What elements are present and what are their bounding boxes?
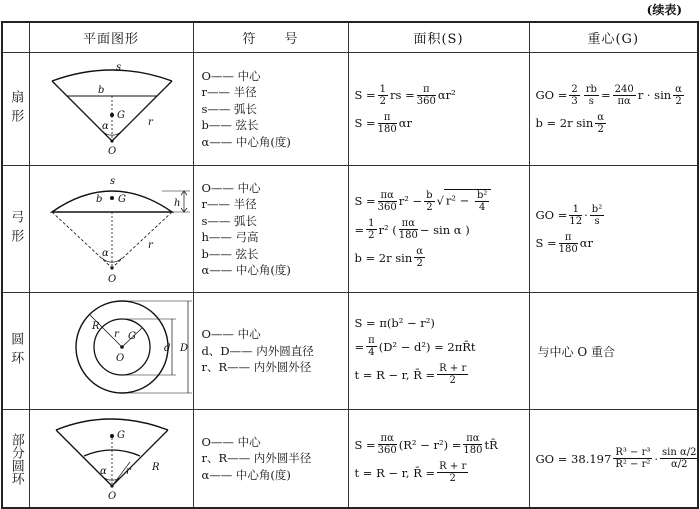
- label-r: r: [125, 466, 131, 477]
- area-formula: S = $\frac{1}{2}$ rs = $\frac{\pi}{360}$ αr² S = $\frac{\pi}{180}$ αr: [348, 53, 529, 166]
- label-G: G: [127, 331, 136, 342]
- ring-figure: [29, 293, 193, 410]
- label-D: D: [179, 343, 188, 354]
- table-row: [2, 166, 698, 293]
- row-title: 圆环: [2, 293, 29, 410]
- symbol-list: O—— 中心 d、D—— 内外圆直径 r、R—— 内外圆外径: [193, 293, 348, 410]
- label-G: G: [116, 430, 125, 441]
- row-title: 部分圆环: [2, 410, 29, 509]
- header-shape: 平面图形: [29, 22, 193, 53]
- header-symbol: 符 号: [193, 22, 348, 53]
- symbol-list: O—— 中心 r—— 半径 s—— 弧长 h—— 弓高 b—— 弦长 α—— 中心角(度): [193, 166, 348, 293]
- formula-table: [1, 21, 699, 509]
- label-O: O: [107, 491, 116, 502]
- area-formula: S = $\frac{\pi\alpha}{360}$ r² − $\frac{b}{2}$ √ r² − $\frac{\text{b²}}{4}$ = $\frac{1}{2}$ r² ( $\frac{\pi\alpha}{180}$ − sin α ) b = 2r sin $\frac{\alpha}{2}$: [348, 166, 529, 293]
- table-row: [2, 410, 698, 509]
- label-G: G: [116, 110, 125, 121]
- segment-figure: [29, 166, 193, 293]
- header-area: 面积(S): [348, 22, 529, 53]
- label-R: R: [151, 462, 160, 473]
- header-centroid: 重心(G): [529, 22, 698, 53]
- continued-label: (续表): [646, 3, 682, 17]
- table-row: [2, 53, 698, 166]
- centroid-formula: GO = 38.197 $\frac{\text{R³ − r³}}{\text{R² − r²}}$ · $\frac{\text{sin α/2}}{\alpha/2}$: [529, 410, 698, 509]
- label-s: s: [115, 62, 121, 73]
- partial-ring-figure: [29, 410, 193, 509]
- label-d: d: [163, 343, 170, 354]
- label-r: r: [147, 117, 153, 128]
- label-r: r: [113, 329, 119, 340]
- label-s: s: [109, 176, 115, 187]
- label-h: h: [173, 198, 180, 209]
- label-O: O: [107, 274, 116, 285]
- sector-figure: [29, 53, 193, 166]
- label-O: O: [107, 146, 116, 157]
- label-alpha: α: [101, 121, 109, 132]
- label-alpha: α: [101, 248, 109, 259]
- label-b: b: [97, 85, 104, 96]
- label-G: G: [117, 194, 126, 205]
- centroid-formula: GO = $\frac{1}{12}$ · $\frac{\text{b²}}{s}$ S = $\frac{\pi}{180}$ αr: [529, 166, 698, 293]
- table-row: [2, 293, 698, 410]
- symbol-list: O—— 中心 r、R—— 内外圆半径 α—— 中心角(度): [193, 410, 348, 509]
- area-formula: S = $\frac{\pi\alpha}{360}$ (R² − r²) = $\frac{\pi\alpha}{180}$ tR̄ t = R − r, R̄ = $\frac{R + r}{2}$: [348, 410, 529, 509]
- label-R: R: [91, 321, 100, 332]
- label-r: r: [147, 240, 153, 251]
- label-b: b: [95, 194, 102, 205]
- row-title: 弓形: [2, 166, 29, 293]
- header-row: [2, 22, 698, 53]
- symbol-list: O—— 中心 r—— 半径 s—— 弧长 b—— 弦长 α—— 中心角(度): [193, 53, 348, 166]
- area-formula: S = π(b² − r²) = $\frac{\pi}{4}$ (D² − d²) = 2πR̄t t = R − r, R̄ = $\frac{R + r}{2}$: [348, 293, 529, 410]
- label-O: O: [115, 353, 124, 364]
- centroid-note: 与中心 O 重合: [529, 293, 698, 410]
- header-corner: [2, 22, 29, 53]
- label-alpha: α: [99, 466, 107, 477]
- row-title: 扇形: [2, 53, 29, 166]
- centroid-formula: GO = $\frac{2}{3}$ $\frac{rb}{s}$ = $\frac{240}{\pi\alpha}$ r · sin $\frac{\alpha}{2}$ b = 2r sin $\frac{\alpha}{2}$: [529, 53, 698, 166]
